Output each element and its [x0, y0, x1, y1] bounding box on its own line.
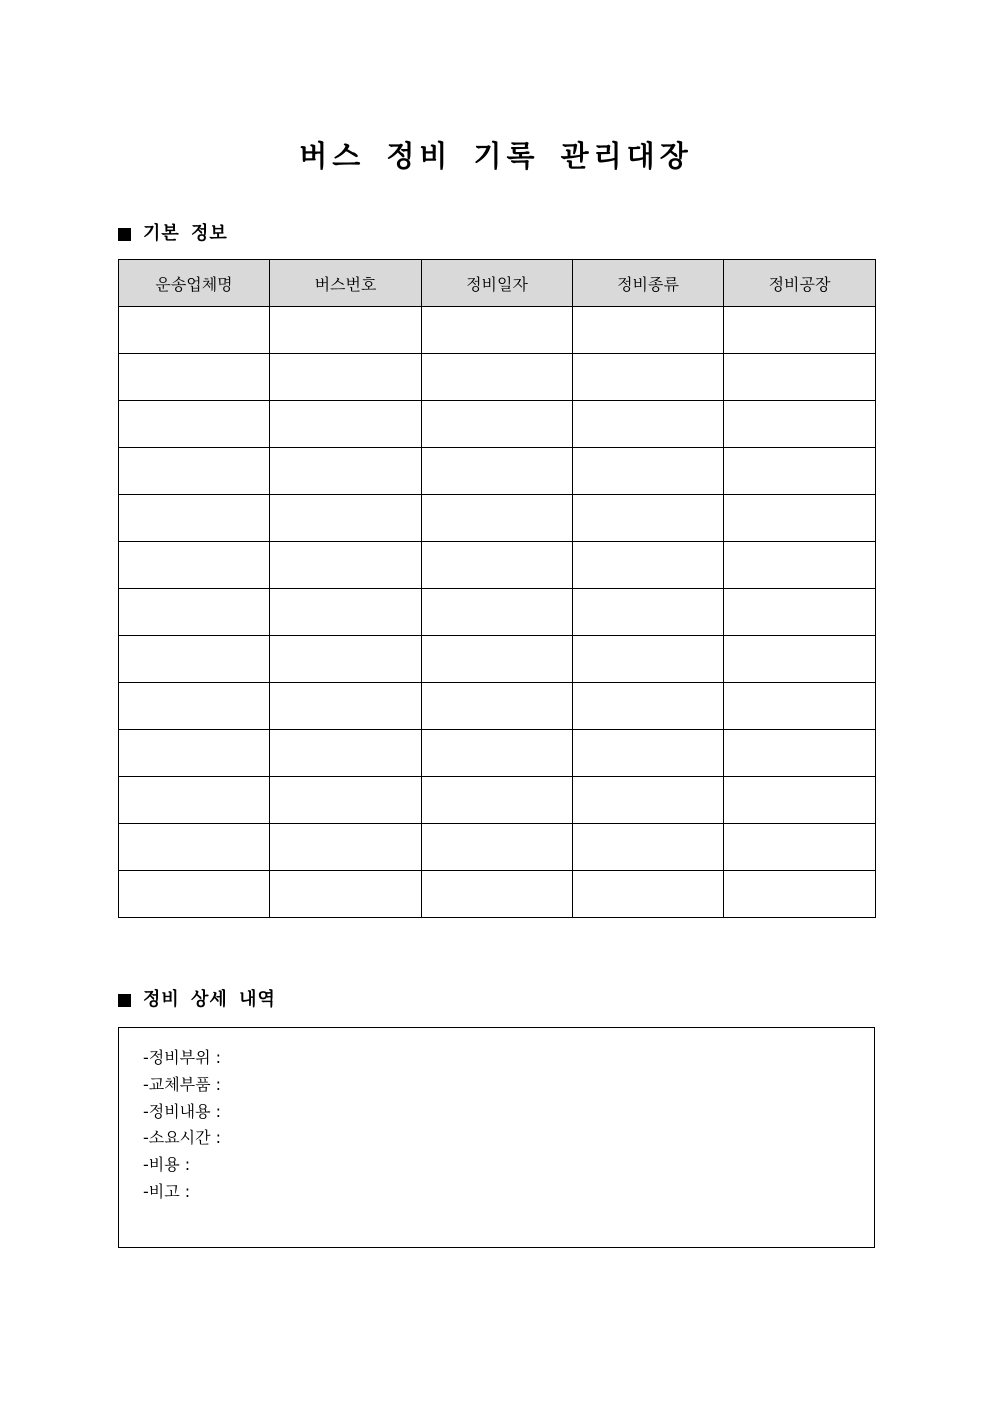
table-cell[interactable] [724, 354, 876, 401]
table-cell[interactable] [724, 589, 876, 636]
table-cell[interactable] [573, 354, 724, 401]
detail-item-replaced-parts: -교체부품 : [143, 1074, 222, 1094]
table-cell[interactable] [422, 777, 573, 824]
table-cell[interactable] [422, 683, 573, 730]
table-cell[interactable] [573, 824, 724, 871]
table-cell[interactable] [724, 871, 876, 918]
table-cell[interactable] [573, 777, 724, 824]
table-cell[interactable] [573, 448, 724, 495]
table-row [119, 824, 876, 871]
table-cell[interactable] [119, 683, 270, 730]
table-cell[interactable] [270, 354, 422, 401]
table-cell[interactable] [119, 354, 270, 401]
table-cell[interactable] [422, 495, 573, 542]
table-cell[interactable] [573, 683, 724, 730]
table-row [119, 777, 876, 824]
table-cell[interactable] [270, 824, 422, 871]
table-cell[interactable] [270, 589, 422, 636]
table-cell[interactable] [270, 777, 422, 824]
table-cell[interactable] [724, 730, 876, 777]
table-cell[interactable] [119, 542, 270, 589]
table-cell[interactable] [724, 777, 876, 824]
table-cell[interactable] [422, 542, 573, 589]
table-row [119, 542, 876, 589]
table-cell[interactable] [422, 730, 573, 777]
table-cell[interactable] [422, 401, 573, 448]
square-bullet-icon [118, 994, 131, 1007]
column-header-shop: 정비공장 [724, 260, 876, 307]
table-cell[interactable] [724, 542, 876, 589]
section-heading-basic-info [118, 222, 228, 246]
table-cell[interactable] [573, 730, 724, 777]
table-cell[interactable] [724, 824, 876, 871]
table-cell[interactable] [119, 589, 270, 636]
table-cell[interactable] [119, 871, 270, 918]
table-cell[interactable] [119, 636, 270, 683]
section-heading-label: 정비 상세 내역 [143, 989, 276, 1010]
square-bullet-icon [118, 228, 131, 241]
table-cell[interactable] [573, 401, 724, 448]
table-cell[interactable] [119, 824, 270, 871]
detail-item-remarks: -비고 : [143, 1181, 191, 1201]
detail-item-cost: -비용 : [143, 1155, 191, 1175]
detail-item-content: -정비내용 : [143, 1101, 222, 1121]
maintenance-details-list [119, 1028, 874, 1206]
table-cell[interactable] [270, 730, 422, 777]
table-cell[interactable] [724, 636, 876, 683]
table-cell[interactable] [724, 401, 876, 448]
table-cell[interactable] [119, 495, 270, 542]
detail-item-duration: -소요시간 : [143, 1128, 222, 1148]
table-row [119, 683, 876, 730]
table-row [119, 871, 876, 918]
table-row [119, 307, 876, 354]
basic-info-table-body [119, 307, 876, 918]
table-row [119, 354, 876, 401]
table-cell[interactable] [422, 448, 573, 495]
page-title: 버스 정비 기록 관리대장 [299, 139, 693, 173]
table-cell[interactable] [724, 307, 876, 354]
table-row [119, 401, 876, 448]
column-header-date: 정비일자 [422, 260, 573, 307]
table-cell[interactable] [119, 307, 270, 354]
table-cell[interactable] [422, 636, 573, 683]
table-row [119, 495, 876, 542]
table-cell[interactable] [270, 401, 422, 448]
section-heading-label: 기본 정보 [143, 223, 228, 244]
table-cell[interactable] [119, 401, 270, 448]
table-row [119, 448, 876, 495]
table-cell[interactable] [422, 871, 573, 918]
table-cell[interactable] [573, 495, 724, 542]
table-cell[interactable] [119, 730, 270, 777]
table-cell[interactable] [573, 307, 724, 354]
table-cell[interactable] [724, 683, 876, 730]
table-cell[interactable] [724, 495, 876, 542]
section-heading-maintenance-details [118, 988, 276, 1012]
column-header-bus-number: 버스번호 [270, 260, 422, 307]
basic-info-table [118, 259, 876, 918]
detail-item-part: -정비부위 : [143, 1048, 222, 1067]
table-cell[interactable] [270, 636, 422, 683]
table-cell[interactable] [270, 871, 422, 918]
maintenance-details-box [118, 1027, 875, 1248]
table-cell[interactable] [573, 636, 724, 683]
table-row [119, 636, 876, 683]
table-cell[interactable] [422, 307, 573, 354]
table-header-row [119, 260, 876, 307]
table-cell[interactable] [724, 448, 876, 495]
table-cell[interactable] [270, 448, 422, 495]
table-cell[interactable] [270, 495, 422, 542]
table-cell[interactable] [270, 307, 422, 354]
column-header-type: 정비종류 [573, 260, 724, 307]
table-row [119, 589, 876, 636]
table-cell[interactable] [422, 824, 573, 871]
table-cell[interactable] [573, 589, 724, 636]
table-cell[interactable] [119, 777, 270, 824]
table-row [119, 730, 876, 777]
table-cell[interactable] [573, 871, 724, 918]
table-cell[interactable] [422, 589, 573, 636]
table-cell[interactable] [270, 683, 422, 730]
table-cell[interactable] [422, 354, 573, 401]
column-header-company: 운송업체명 [119, 260, 270, 307]
table-cell[interactable] [573, 542, 724, 589]
table-cell[interactable] [270, 542, 422, 589]
table-cell[interactable] [119, 448, 270, 495]
